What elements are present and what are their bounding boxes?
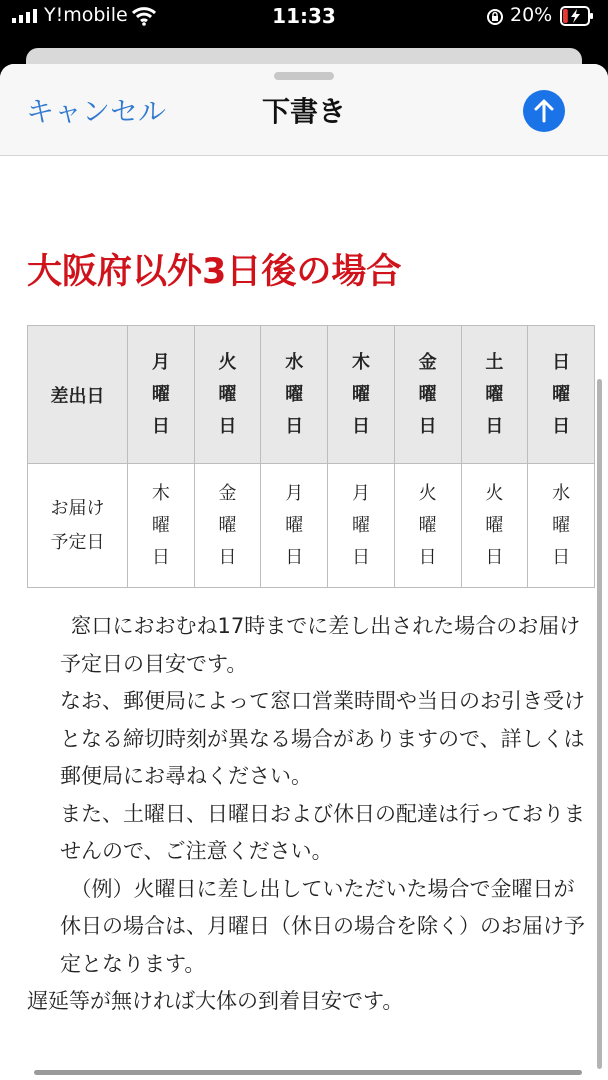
status-bar xyxy=(0,0,608,40)
weekday-label: 火曜日 xyxy=(218,351,237,437)
table-header-label: 差出日 xyxy=(28,326,128,464)
page-title: 下書き xyxy=(261,95,346,128)
table-cell xyxy=(328,464,395,588)
table-header-cell xyxy=(461,326,528,464)
battery-percent: 20% xyxy=(510,4,553,26)
nav-bar xyxy=(0,64,608,156)
delivery-day: 木曜日 xyxy=(151,482,170,568)
arrow-up-icon xyxy=(523,90,565,132)
delivery-day: 金曜日 xyxy=(218,482,237,568)
table-header-cell xyxy=(528,326,595,464)
delivery-schedule-table xyxy=(27,325,595,588)
scrollbar[interactable] xyxy=(597,379,602,1069)
note-paragraph: （例）火曜日に差し出していただいた場合で金曜日が休日の場合は、月曜日（休日の場合を除く）のお届け予定となります。 xyxy=(60,876,585,976)
weekday-label: 土曜日 xyxy=(485,351,504,437)
delivery-day: 月曜日 xyxy=(285,482,304,568)
carrier-name: Y!mobile xyxy=(44,4,128,26)
weekday-label: 木曜日 xyxy=(351,351,370,437)
note-paragraph: 窓口におおむね17時までに差し出された場合のお届け予定日の目安です。 xyxy=(60,614,581,676)
sheet-grabber[interactable] xyxy=(274,72,334,80)
send-button[interactable] xyxy=(523,90,565,132)
table-header-cell xyxy=(261,326,328,464)
table-cell xyxy=(394,464,461,588)
row-label xyxy=(28,464,128,588)
table-header-cell xyxy=(394,326,461,464)
table-cell xyxy=(261,464,328,588)
table-header-cell xyxy=(328,326,395,464)
heading: 大阪府以外3日後の場合 xyxy=(27,252,402,292)
table-cell xyxy=(128,464,195,588)
table-header-cell xyxy=(128,326,195,464)
note-paragraph: なお、郵便局によって窓口営業時間や当日のお引き受けとなる締切時刻が異なる場合がありますので、詳しくは郵便局にお尋ねください。 xyxy=(60,689,585,788)
notes xyxy=(60,608,590,983)
weekday-label: 月曜日 xyxy=(151,351,170,437)
weekday-label: 日曜日 xyxy=(552,351,571,437)
delivery-day: 水曜日 xyxy=(552,482,571,568)
cancel-button[interactable]: キャンセル xyxy=(26,90,166,130)
row-label-line: お届け xyxy=(50,497,105,519)
table-row xyxy=(28,464,595,588)
table-header-cell xyxy=(194,326,261,464)
weekday-label: 水曜日 xyxy=(285,351,304,437)
table-header-row xyxy=(28,326,595,464)
delivery-day: 火曜日 xyxy=(418,482,437,568)
note-paragraph: また、土曜日、日曜日および休日の配達は行っておりませんので、ご注意ください。 xyxy=(60,801,585,863)
table-cell xyxy=(528,464,595,588)
table-cell xyxy=(194,464,261,588)
delivery-day: 火曜日 xyxy=(485,482,504,568)
delivery-day: 月曜日 xyxy=(351,482,370,568)
footer-note: 遅延等が無ければ大体の到着目安です。 xyxy=(27,989,404,1013)
home-indicator[interactable] xyxy=(34,1070,582,1075)
battery-icon xyxy=(560,6,594,26)
status-time: 11:33 xyxy=(272,4,336,28)
rotation-lock-icon xyxy=(486,8,504,26)
table-cell xyxy=(461,464,528,588)
weekday-label: 金曜日 xyxy=(418,351,437,437)
row-label-line: 予定日 xyxy=(50,531,105,553)
compose-sheet xyxy=(0,64,608,1080)
